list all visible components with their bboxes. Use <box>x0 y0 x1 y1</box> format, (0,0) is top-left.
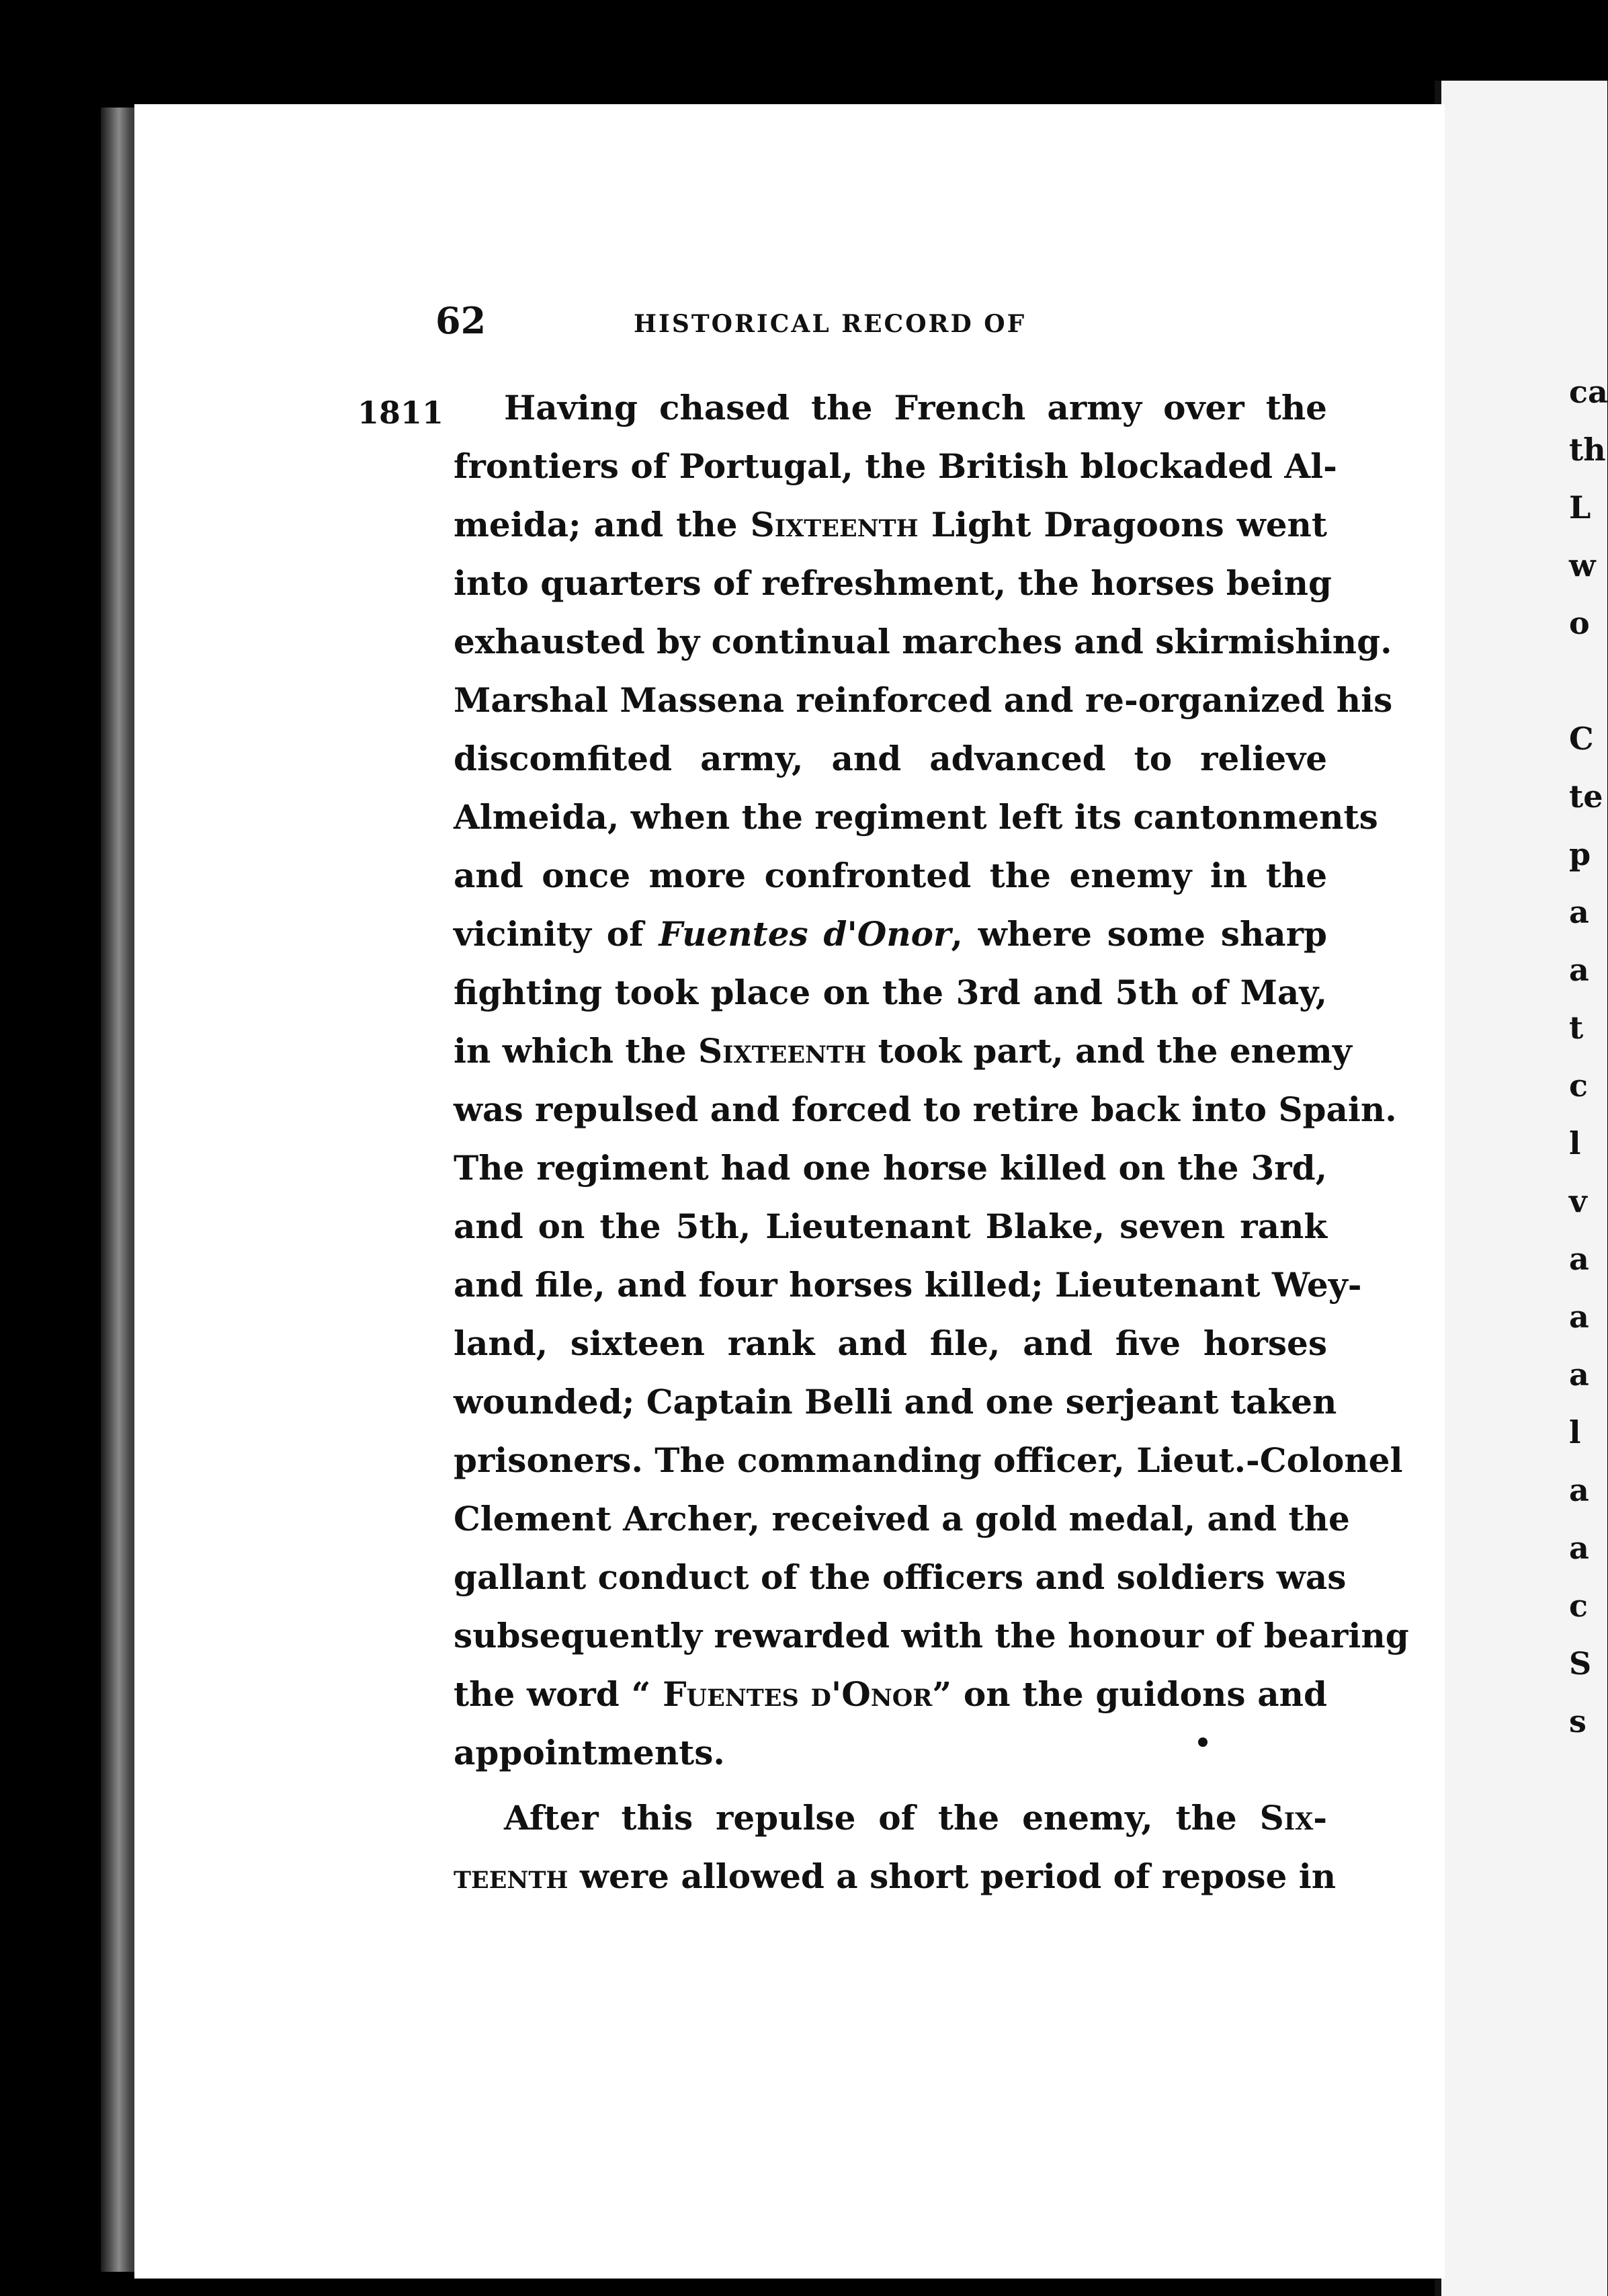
text-run: ” on the guidons and <box>932 1674 1327 1714</box>
facing-page-fragment: C <box>1569 721 1594 757</box>
facing-page-fragment: a <box>1569 1530 1589 1566</box>
text-line: subsequently rewarded with the honour of bearing <box>454 1616 1409 1655</box>
text-line <box>454 1847 1337 1905</box>
facing-page-fragment: a <box>1569 894 1589 930</box>
text-line <box>454 1022 1352 1080</box>
body-text <box>454 378 1409 1905</box>
text-line: appointments. <box>454 1733 725 1772</box>
text-line: The regiment had one horse killed on the 3rd, <box>454 1148 1327 1188</box>
paragraph-gap <box>454 1782 1327 1789</box>
facing-page-fragment: a <box>1569 952 1589 988</box>
facing-page-fragment: l <box>1569 1414 1581 1450</box>
text-run: took part, and the enemy <box>866 1031 1352 1071</box>
small-caps-run: Six- <box>1259 1798 1327 1838</box>
facing-page-fragment: S <box>1569 1645 1592 1682</box>
facing-page-fragment: c <box>1569 1067 1589 1104</box>
facing-page-fragment: o <box>1569 605 1590 641</box>
text-line: and on the 5th, Lieutenant Blake, seven rank <box>454 1206 1327 1246</box>
text-run: were allowed a short period of repose in <box>568 1856 1337 1896</box>
facing-page-fragments <box>1569 363 1608 1750</box>
italic-place-name: Fuentes d'Onor <box>659 914 951 954</box>
facing-page-fragment: s <box>1569 1703 1586 1739</box>
running-title: HISTORICAL RECORD OF <box>634 310 1027 338</box>
text-line: prisoners. The commanding officer, Lieut.-Colonel <box>454 1440 1403 1480</box>
text-line: exhausted by continual marches and skirmishing. <box>454 622 1392 661</box>
page-number: 62 <box>435 299 486 342</box>
small-caps-run: Sixteenth <box>698 1031 867 1071</box>
text-line <box>454 905 1327 963</box>
facing-page-fragment: v <box>1569 1183 1587 1219</box>
margin-year: 1811 <box>357 395 444 431</box>
text-line: was repulsed and forced to retire back into Spain. <box>454 1090 1397 1129</box>
small-caps-run: Fuentes d'Onor <box>663 1674 933 1714</box>
facing-page-fragment: w <box>1569 547 1596 583</box>
text-line: frontiers of Portugal, the British blockaded Al- <box>454 446 1337 486</box>
facing-page-fragment: l <box>1569 1125 1581 1161</box>
facing-page-fragment <box>1569 652 1608 710</box>
text-line: and file, and four horses killed; Lieutenant Wey- <box>454 1265 1362 1305</box>
text-line: Having chased the French army over the <box>504 388 1327 427</box>
facing-page-fragment: L <box>1569 489 1591 526</box>
facing-page-fragment: a <box>1569 1241 1589 1277</box>
facing-page-fragment: a <box>1569 1472 1589 1508</box>
ink-speck <box>1198 1737 1208 1747</box>
text-line <box>454 1789 1327 1847</box>
text-line <box>454 495 1327 554</box>
text-line: Clement Archer, received a gold medal, and the <box>454 1499 1350 1539</box>
text-run: After this repulse of the enemy, the <box>504 1798 1260 1838</box>
text-line: discomfited army, and advanced to relieve <box>454 739 1327 778</box>
text-line: land, sixteen rank and file, and five horses <box>454 1323 1327 1363</box>
text-line: gallant conduct of the officers and soldiers was <box>454 1557 1347 1597</box>
text-run: Light Dragoons went <box>918 505 1327 544</box>
facing-page-fragment: c <box>1569 1588 1589 1624</box>
text-line: wounded; Captain Belli and one serjeant taken <box>454 1382 1337 1422</box>
text-line: fighting took place on the 3rd and 5th of May, <box>454 973 1327 1012</box>
text-run: vicinity of <box>454 914 659 954</box>
text-line: and once more confronted the enemy in the <box>454 856 1327 895</box>
facing-page-fragment: ca <box>1569 374 1608 410</box>
text-line: Marshal Massena reinforced and re-organized his <box>454 680 1393 720</box>
text-line <box>454 1665 1327 1723</box>
text-run: in which the <box>454 1031 699 1071</box>
text-line: Almeida, when the regiment left its cantonments <box>454 797 1378 837</box>
facing-page-fragment: a <box>1569 1299 1589 1335</box>
facing-page-fragment: p <box>1569 836 1591 872</box>
text-run: , where some sharp <box>951 914 1328 954</box>
text-run: the word “ <box>454 1674 663 1714</box>
facing-page-fragment: th <box>1569 432 1606 468</box>
text-run: meida; and the <box>454 505 751 544</box>
facing-page-fragment: t <box>1569 1010 1584 1046</box>
small-caps-run: Sixteenth <box>750 505 919 544</box>
small-caps-run: teenth <box>454 1856 568 1896</box>
facing-page-fragment: a <box>1569 1356 1589 1393</box>
text-line: into quarters of refreshment, the horses being <box>454 563 1332 603</box>
facing-page-fragment: te <box>1569 778 1603 815</box>
